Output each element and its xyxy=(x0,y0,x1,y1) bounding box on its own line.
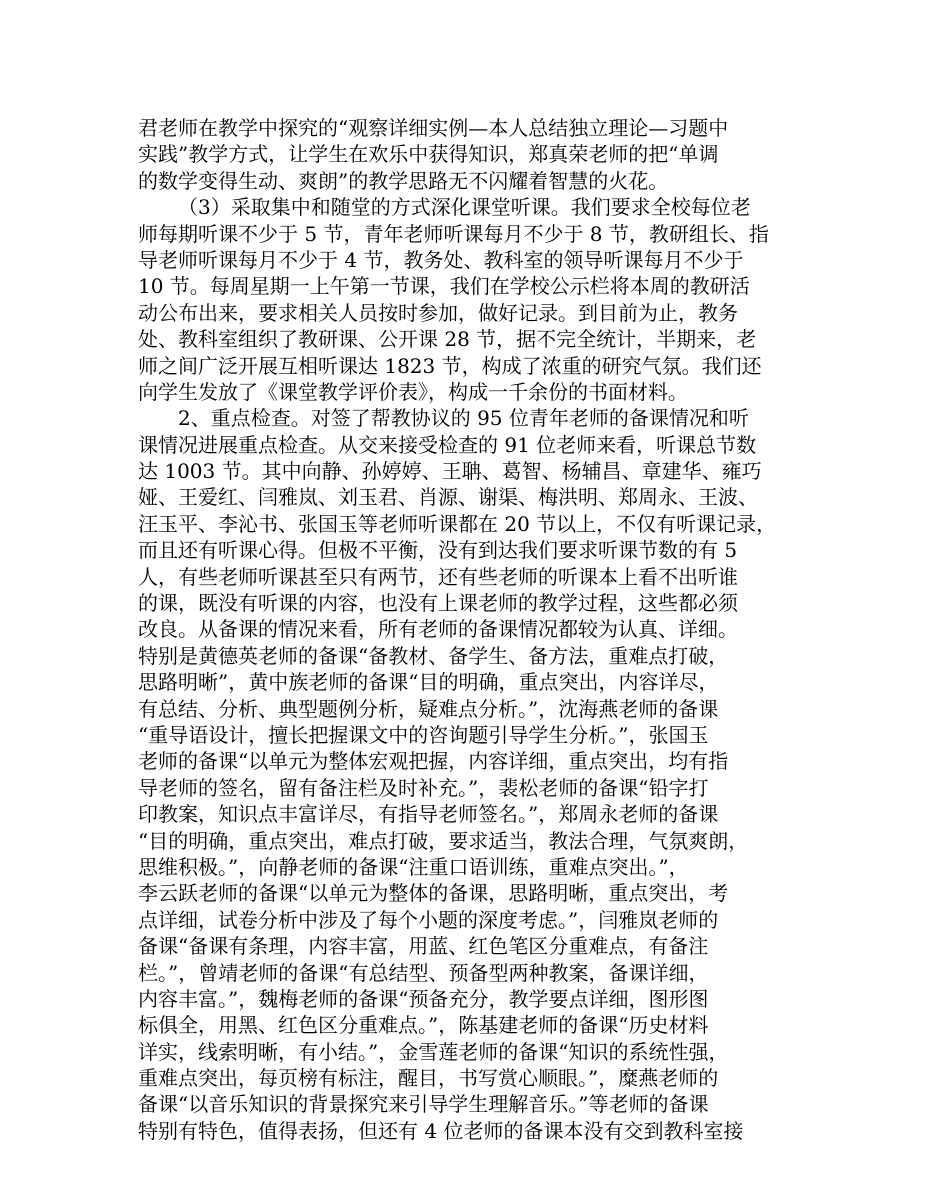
document-body-text xyxy=(138,115,814,1144)
text-line: 详实，线索明晰，有小结。”，金雪莲老师的备课“知识的系统性强， xyxy=(138,1039,729,1064)
text-line: 处、教科室组织了教研课、公开课 28 节，据不完全统计，半期来，老 xyxy=(138,327,757,352)
text-line: 老师的备课“以单元为整体宏观把握，内容详细，重点突出，均有指 xyxy=(138,749,729,774)
text-line: 导老师听课每月不少于 4 节，教务处、教科室的领导听课每月不少于 xyxy=(138,247,744,272)
text-line: 思路明晰”，黄中族老师的备课“目的明确，重点突出，内容详尽， xyxy=(138,670,719,695)
text-line: 君老师在教学中探究的“观察详细实例—本人总结独立理论—习题中 xyxy=(138,116,729,140)
text-line: 思维积极。”，向静老师的备课“注重口语训练，重难点突出。”， xyxy=(138,854,689,879)
text-line: 动公布出来，要求相关人员按时参加，做好记录。到目前为止，教务 xyxy=(138,300,738,325)
text-line: 人，有些老师听课甚至只有两节，还有些老师的听课本上看不出听谁 xyxy=(138,564,738,589)
text-line: 重难点突出，每页榜有标注，醒目，书写赏心顺眼。”，糜燕老师的 xyxy=(138,1066,719,1091)
text-line: 印教案，知识点丰富详尽，有指导老师签名。”，郑周永老师的备课 xyxy=(138,802,719,827)
text-line: “重导语设计，擅长把握课文中的咨询题引导学生分析。”，张国玉 xyxy=(138,722,709,747)
text-line: 娅、王爱红、闫雅岚、刘玉君、肖源、谢渠、梅洪明、郑周永、王波、 xyxy=(138,485,758,510)
text-line: 李云跃老师的备课“以单元为整体的备课，思路明晰，重点突出，考 xyxy=(138,881,729,906)
text-line: 的数学变得生动、爽朗”的教学思路无不闪耀着智慧的火花。 xyxy=(138,168,669,193)
text-line: 达 1003 节。其中向静、孙婷婷、王聃、葛智、杨辅昌、章建华、雍巧 xyxy=(138,459,762,484)
text-line: 栏。”，曾靖老师的备课“有总结型、预备型两种教案，备课详细， xyxy=(138,960,709,985)
text-line: 师每期听课不少于 5 节，青年老师听课每月不少于 8 节，教研组长、指 xyxy=(138,221,769,246)
text-line: 改良。从备课的情况来看，所有老师的备课情况都较为认真、详细。 xyxy=(138,617,738,642)
text-line: 标俱全，用黑、红色区分重难点。”，陈基建老师的备课“历史材料 xyxy=(138,1013,709,1038)
text-line: 的课，既没有听课的内容，也没有上课老师的教学过程，这些都必须 xyxy=(138,591,738,616)
text-line: 备课“备课有条理，内容丰富，用蓝、红色笔区分重难点，有备注 xyxy=(138,934,709,959)
text-line: （3）采取集中和随堂的方式深化课堂听课。我们要求全校每位老 xyxy=(178,195,751,220)
text-line: 汪玉平、李沁书、张国玉等老师听课都在 20 节以上，不仅有听课记录， xyxy=(138,511,777,536)
text-line: 特别是黄德英老师的备课“备教材、备学生、备方法，重难点打破， xyxy=(138,643,729,668)
text-line: “目的明确，重点突出，难点打破，要求适当，教法合理，气氛爽朗， xyxy=(138,828,749,853)
text-line: 10 节。每周星期一上午第一节课，我们在学校公示栏将本周的教研活 xyxy=(138,274,750,299)
text-line: 师之间广泛开展互相听课达 1823 节，构成了浓重的研究气氛。我们还 xyxy=(138,353,762,378)
text-line: 点详细，试卷分析中涉及了每个小题的深度考虑。”，闫雅岚老师的 xyxy=(138,907,719,932)
text-line: 实践”教学方式，让学生在欢乐中获得知识，郑真荣老师的把“单调 xyxy=(138,142,719,167)
text-line: 有总结、分析、典型题例分析，疑难点分析。”，沈海燕老师的备课 xyxy=(138,696,719,721)
text-line: 2、重点检查。对签了帮教协议的 95 位青年老师的备课情况和听 xyxy=(178,406,749,431)
text-line: 特别有特色，值得表扬，但还有 4 位老师的备课本没有交到教科室接 xyxy=(138,1118,744,1143)
text-line: 向学生发放了《课堂教学评价表》，构成一千余份的书面材料。 xyxy=(138,379,688,404)
text-line: 课情况进展重点检查。从交来接受检查的 91 位老师来看，听课总节数 xyxy=(138,432,757,457)
text-line: 备课“以音乐知识的背景探究来引导学生理解音乐。”等老师的备课 xyxy=(138,1092,709,1117)
text-line: 导老师的签名，留有备注栏及时补充。”，裴松老师的备课“铅字打 xyxy=(138,775,709,800)
text-line: 内容丰富。”，魏梅老师的备课“预备充分，教学要点详细，图形图 xyxy=(138,986,709,1011)
text-line: 而且还有听课心得。但极不平衡，没有到达我们要求听课节数的有 5 xyxy=(138,538,738,563)
